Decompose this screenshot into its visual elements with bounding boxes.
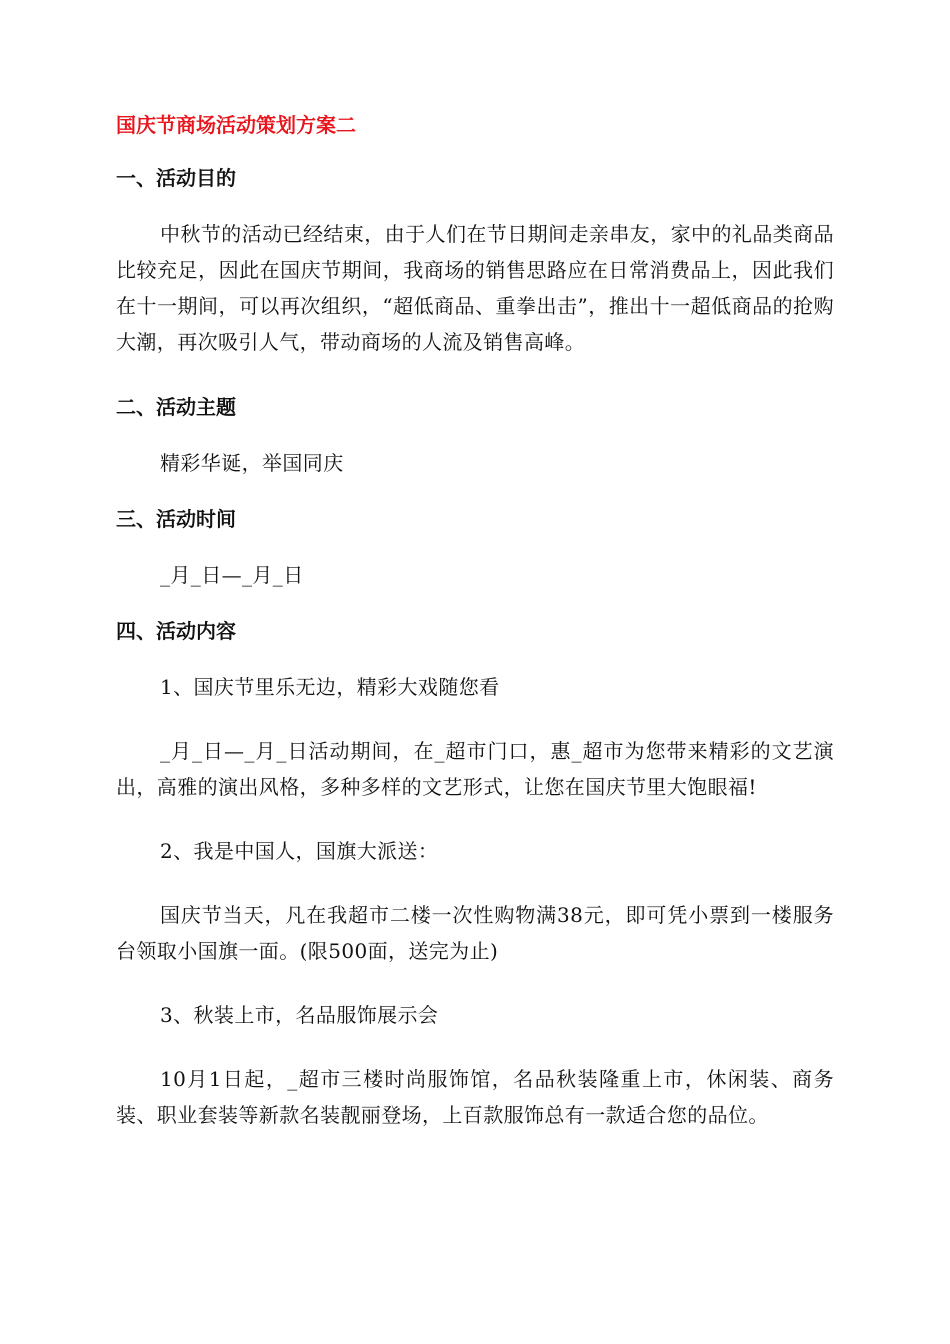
paragraph-item-2-title: 2、我是中国人，国旗大派送： <box>160 839 439 863</box>
document-page <box>116 110 834 1133</box>
paragraph-item-1-title: 1、国庆节里乐无边，精彩大戏随您看 <box>160 675 500 699</box>
paragraph-theme: 精彩华诞，举国同庆 <box>160 451 344 475</box>
paragraph-time: _月_日—_月_日 <box>160 563 304 587</box>
section-heading-content: 四、活动内容 <box>116 619 236 643</box>
section-heading-purpose: 一、活动目的 <box>116 166 236 190</box>
paragraph-item-3-body: 10月1日起，_超市三楼时尚服饰馆，名品秋装隆重上市，休闲装、商务装、职业套装等新款名装靓丽登场，上百款服饰总有一款适合您的品位。 <box>116 1067 834 1127</box>
section-heading-theme: 二、活动主题 <box>116 395 236 419</box>
document-title: 国庆节商场活动策划方案二 <box>116 113 356 137</box>
paragraph-item-1-body: _月_日—_月_日活动期间，在_超市门口，惠_超市为您带来精彩的文艺演出，高雅的演出风格，多种多样的文艺形式，让您在国庆节里大饱眼福! <box>116 739 834 799</box>
paragraph-item-3-title: 3、秋装上市，名品服饰展示会 <box>160 1003 439 1027</box>
section-heading-time: 三、活动时间 <box>116 507 236 531</box>
paragraph-item-2-body: 国庆节当天，凡在我超市二楼一次性购物满38元，即可凭小票到一楼服务台领取小国旗一面。(限500面，送完为止) <box>116 903 834 963</box>
paragraph-purpose: 中秋节的活动已经结束，由于人们在节日期间走亲串友，家中的礼品类商品比较充足，因此在国庆节期间，我商场的销售思路应在日常消费品上，因此我们在十一期间，可以再次组织，“超低商品、重拳出击”，推出十一超低商品的抢购大潮，再次吸引人气，带动商场的人流及销售高峰。 <box>116 222 834 354</box>
